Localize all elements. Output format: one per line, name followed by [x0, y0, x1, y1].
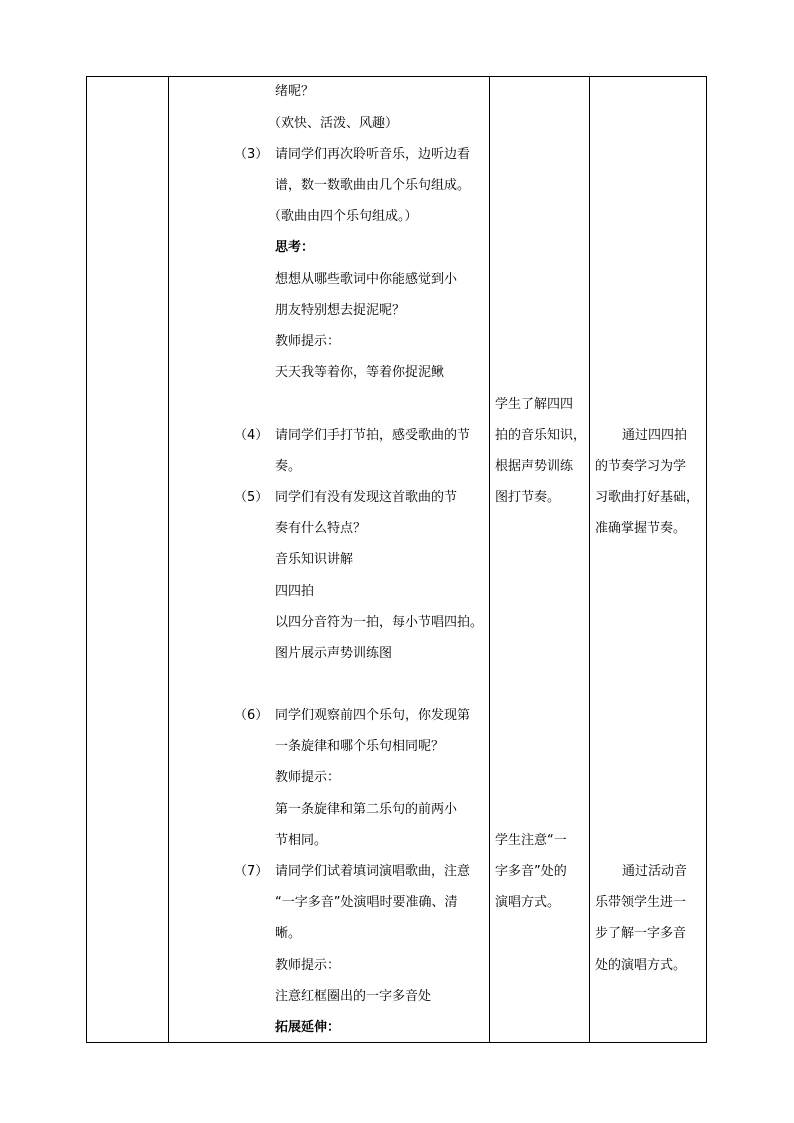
purpose-line: 通过四四拍 [622, 428, 688, 443]
student-line: 学生注意“一 [495, 833, 567, 848]
activity-line: （欢快、活泼、风趣） [268, 116, 399, 131]
step-number: （3） [234, 147, 269, 162]
activity-line: 四四拍 [275, 584, 315, 599]
activity-line: 教师提示： [275, 770, 341, 785]
activity-line: 绪呢？ [275, 84, 315, 99]
activity-line: 节相同。 [275, 833, 328, 848]
step-number: （6） [234, 708, 269, 723]
student-line: 根据声势训练 [495, 459, 574, 474]
activity-line: 天天我等着你，等着你捉泥鳅 [275, 365, 445, 380]
activity-line: 谱，数一数歌曲由几个乐句组成。 [275, 178, 471, 193]
activity-line: 思考： [275, 240, 315, 255]
activity-line: 请同学们试着填词演唱歌曲，注意 [275, 864, 471, 879]
purpose-line: 准确掌握节奏。 [595, 521, 687, 536]
student-line: 演唱方式。 [495, 895, 561, 910]
step-number: （4） [234, 428, 269, 443]
student-line: 字多音”处的 [495, 864, 567, 879]
student-line: 拍的音乐知识， [495, 428, 587, 443]
student-line: 图打节奏。 [495, 490, 561, 505]
column-divider-2 [489, 77, 490, 1042]
step-number: （5） [234, 490, 269, 505]
activity-line: 同学们观察前四个乐句，你发现第 [275, 708, 471, 723]
purpose-line: 的节奏学习为学 [595, 459, 687, 474]
purpose-line: 习歌曲打好基础， [595, 490, 700, 505]
activity-line: 朋友特别想去捉泥呢？ [275, 303, 406, 318]
purpose-line: 步了解一字多音 [595, 926, 687, 941]
purpose-line: 处的演唱方式。 [595, 958, 687, 973]
activity-line: 第一条旋律和第二乐句的前两小 [275, 802, 458, 817]
activity-line: 奏。 [275, 459, 302, 474]
activity-line: 教师提示： [275, 334, 341, 349]
activity-line: 图片展示声势训练图 [275, 646, 393, 661]
activity-line: 教师提示： [275, 958, 341, 973]
activity-line: 以四分音符为一拍，每小节唱四拍。 [275, 615, 484, 630]
activity-line: 同学们有没有发现这首歌曲的节 [275, 490, 458, 505]
activity-line: “一字多音”处演唱时要准确、清 [275, 895, 458, 910]
student-line: 学生了解四四 [495, 397, 574, 412]
column-divider-1 [168, 77, 169, 1042]
activity-line: 音乐知识讲解 [275, 552, 354, 567]
step-number: （7） [234, 864, 269, 879]
activity-line: 晰。 [275, 926, 302, 941]
purpose-line: 乐带领学生进一 [595, 895, 687, 910]
activity-line: 注意红框圈出的一字多音处 [275, 989, 432, 1004]
column-divider-3 [589, 77, 590, 1042]
activity-line: （歌曲由四个乐句组成。） [268, 209, 418, 224]
activity-line: 奏有什么特点？ [275, 521, 367, 536]
activity-line: 请同学们手打节拍，感受歌曲的节 [275, 428, 471, 443]
activity-line: 一条旋律和哪个乐句相同呢？ [275, 739, 445, 754]
activity-line: 请同学们再次聆听音乐，边听边看 [275, 147, 471, 162]
activity-line: 拓展延伸： [275, 1020, 341, 1035]
activity-line: 想想从哪些歌词中你能感觉到小 [275, 272, 458, 287]
purpose-line: 通过活动音 [622, 864, 688, 879]
